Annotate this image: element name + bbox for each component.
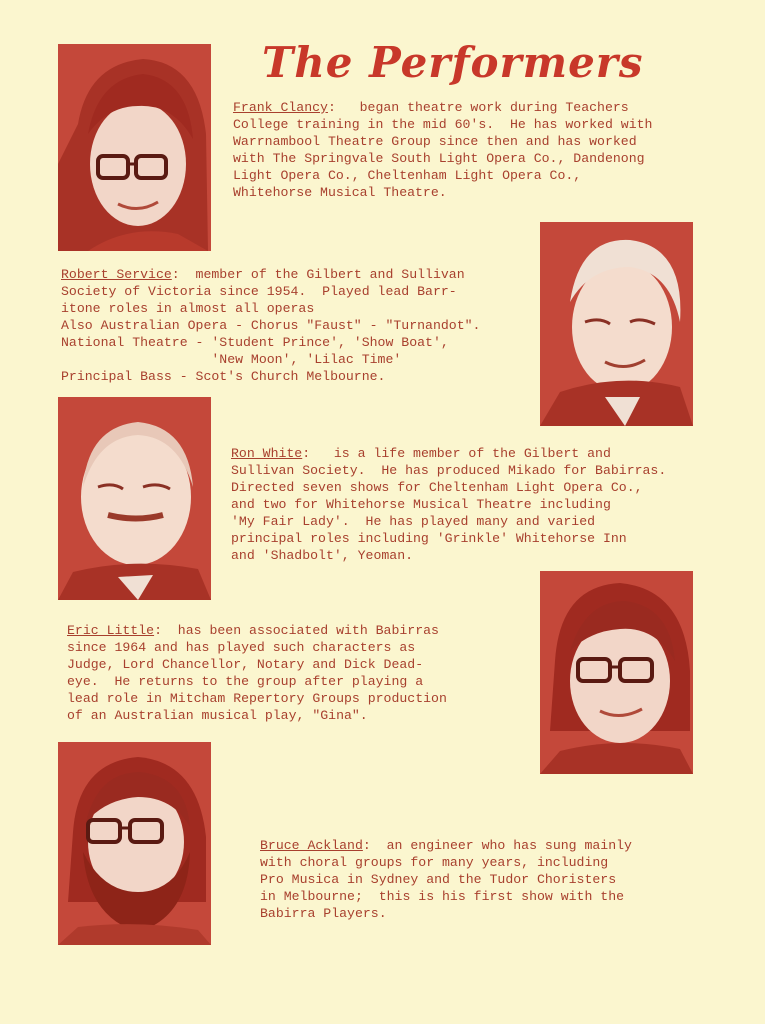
ron-white-photo — [58, 397, 211, 600]
eric-little-bio: Eric Little: has been associated with Babirras since 1964 and has played such characters as Judge, Lord Chancellor, Notary and Dick Dead- eye. He returns to the group after playing a lead role in Mitcham Repertory Groups production of an Australian musical play, "Gina". — [67, 623, 447, 723]
page-title: The Performers — [262, 38, 644, 87]
robert-service-bio: Robert Service: member of the Gilbert and Sullivan Society of Victoria since 1954. Played lead Barr- itone roles in almost all operas Also Australian Opera - Chorus "Faust" - "Turnandot". National Theatre - 'Student Prince', 'Show Boat', 'New Moon', 'Lilac Time' Principal Bass - Scot's Church Melbourne. — [61, 267, 481, 384]
eric-little-photo — [540, 571, 693, 774]
robert-service-photo — [540, 222, 693, 426]
robert-service-name: Robert Service — [61, 267, 172, 282]
frank-clancy-name: Frank Clancy — [233, 100, 328, 115]
frank-clancy-photo — [58, 44, 211, 251]
eric-little-name: Eric Little — [67, 623, 155, 638]
bruce-ackland-name: Bruce Ackland — [260, 838, 363, 853]
bruce-ackland-photo — [58, 742, 211, 945]
bruce-ackland-bio: Bruce Ackland: an engineer who has sung mainly with choral groups for many years, including Pro Musica in Sydney and the Tudor Choristers in Melbourne; this is his first show with the Babirra Players. — [260, 838, 632, 921]
frank-clancy-bio: Frank Clancy: began theatre work during Teachers College training in the mid 60's. He has worked with Warrnambool Theatre Group since then and has worked with The Springvale South Light Opera Co., Dandenong Light Opera Co., Cheltenham Light Opera Co., Whitehorse Musical Theatre. — [233, 100, 653, 200]
ron-white-name: Ron White — [231, 446, 303, 461]
ron-white-bio: Ron White: is a life member of the Gilbert and Sullivan Society. He has produced Mikado for Babirras. Directed seven shows for Cheltenham Light Opera Co., and two for Whitehorse Musical Theatre including 'My Fair Lady'. He has played many and varied principal roles including 'Grinkle' Whitehorse Inn and 'Shadbolt', Yeoman. — [231, 446, 667, 563]
